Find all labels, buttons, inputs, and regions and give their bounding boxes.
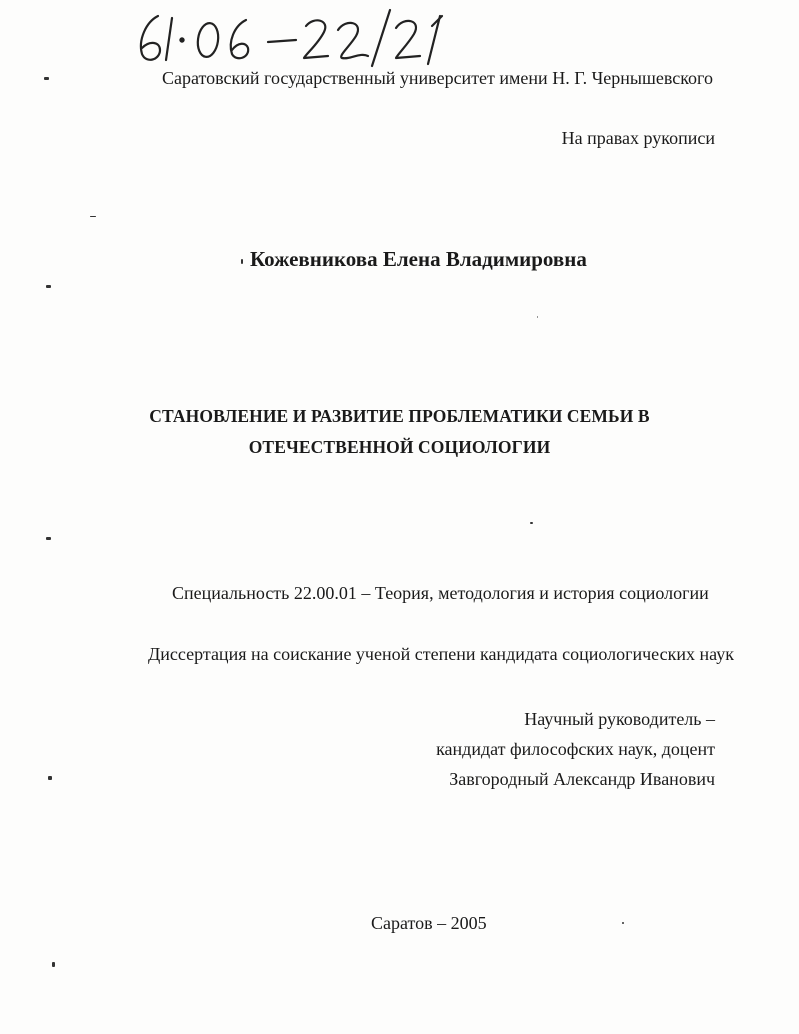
scan-artifact <box>622 922 624 924</box>
scan-artifact <box>48 776 52 780</box>
city-year: Саратов – 2005 <box>371 913 487 933</box>
advisor-degree: кандидат философских наук, доцент <box>436 739 715 759</box>
scan-artifact <box>537 316 538 318</box>
specialty-line: Специальность 22.00.01 – Теория, методология и история социологии <box>172 583 709 603</box>
author-name: Кожевникова Елена Владимировна <box>250 247 587 271</box>
title-line-2: ОТЕЧЕСТВЕННОЙ СОЦИОЛОГИИ <box>248 437 551 457</box>
scan-artifact <box>46 537 51 540</box>
scan-artifact <box>52 962 55 967</box>
advisor-role: Научный руководитель – <box>524 709 715 729</box>
handwritten-archive-code <box>128 4 458 70</box>
scan-artifact <box>44 77 49 80</box>
scan-artifact <box>46 285 51 288</box>
title-line-1: СТАНОВЛЕНИЕ И РАЗВИТИЕ ПРОБЛЕМАТИКИ СЕМЬИ В <box>149 406 650 426</box>
manuscript-rights-note: На правах рукописи <box>561 128 715 148</box>
scientific-advisor <box>436 704 715 794</box>
advisor-name: Завгородный Александр Иванович <box>449 769 715 789</box>
university-name: Саратовский государственный университет имени Н. Г. Чернышевского <box>162 68 713 88</box>
scan-artifact <box>241 259 243 264</box>
scan-artifact <box>530 522 533 524</box>
dissertation-title <box>0 401 799 463</box>
dissertation-type: Диссертация на соискание ученой степени кандидата социологических наук <box>148 644 734 664</box>
scan-artifact <box>90 216 96 217</box>
